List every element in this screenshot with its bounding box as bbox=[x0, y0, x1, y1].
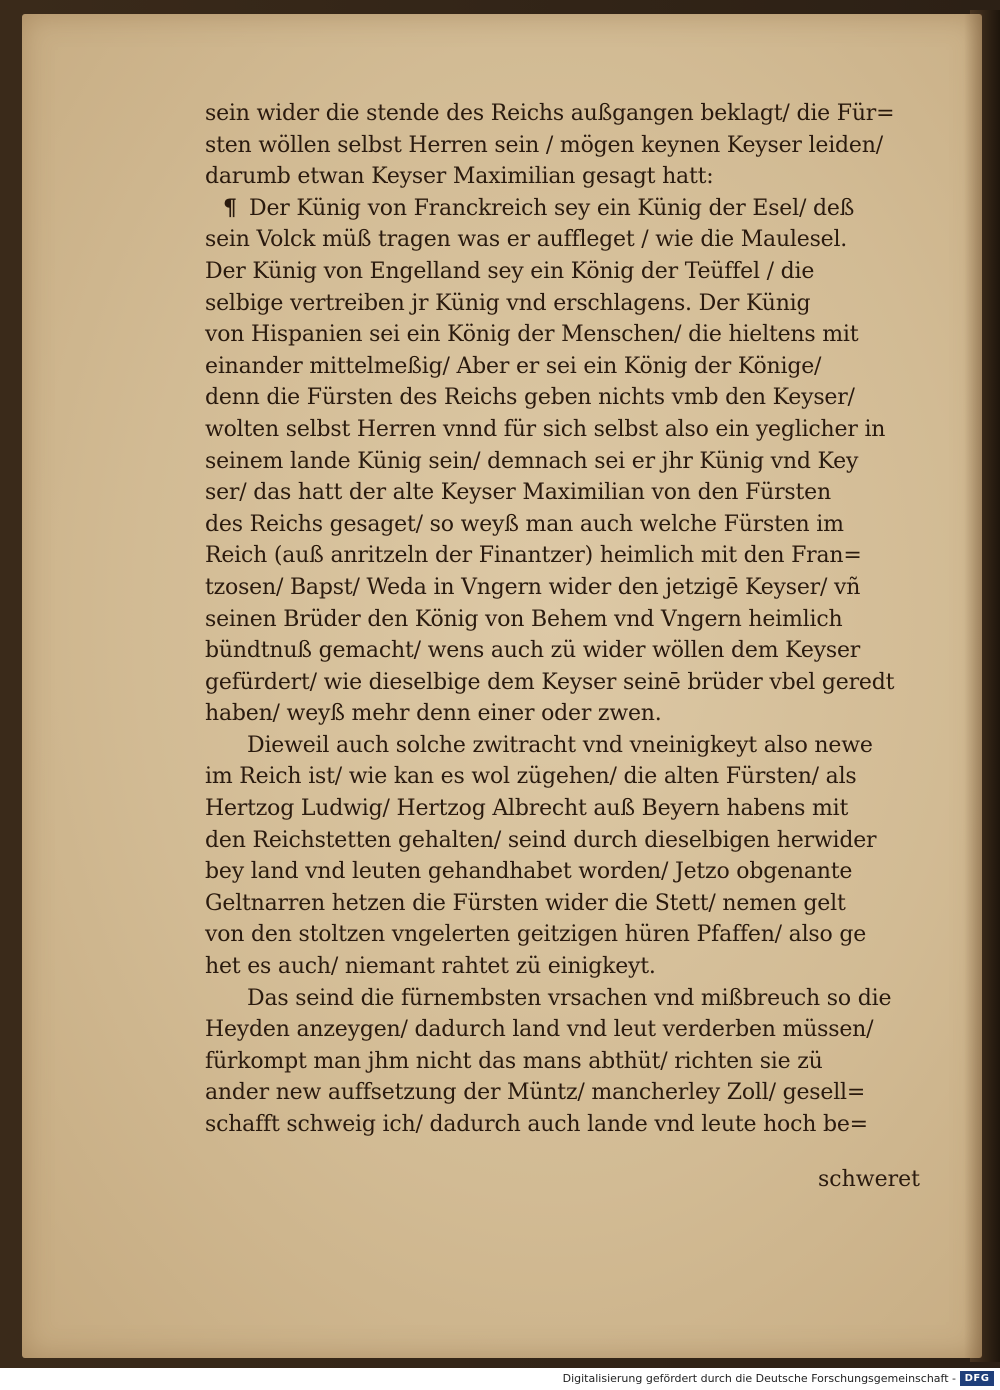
text-line-30: Heyden anzeygen/ dadurch land vnd leut verderben müssen/ bbox=[205, 1017, 874, 1043]
text-line-32: ander new auffsetzung der Müntz/ mancherley Zoll/ gesell= bbox=[205, 1080, 866, 1106]
text-line-14: des Reichs gesaget/ so weyß man auch welche Fürsten im bbox=[205, 511, 844, 537]
text-line-23: Hertzog Ludwig/ Hertzog Albrecht auß Beyern habens mit bbox=[205, 796, 849, 822]
text-line-31: fürkompt man jhm nicht das mans abthüt/ richten sie zü bbox=[205, 1048, 823, 1074]
dfg-logo: DFG bbox=[960, 1371, 994, 1386]
text-line-29: Das seind die fürnembsten vrsachen vnd mißbreuch so die bbox=[247, 985, 892, 1011]
text-line-19: gefürdert/ wie dieselbige dem Keyser seinē brüder vbel geredt bbox=[205, 669, 895, 695]
text-line-6: Der Künig von Engelland sey ein König der Teüffel / die bbox=[205, 258, 815, 284]
text-line-27: von den stoltzen vngelerten geitzigen hüren Pfaffen/ also ge bbox=[205, 922, 867, 948]
text-line-4 bbox=[205, 193, 945, 225]
footer-bar bbox=[0, 1368, 1000, 1390]
catchword: schweret bbox=[818, 1167, 921, 1192]
text-line-21: Dieweil auch solche zwitracht vnd vneinigkeyt also newe bbox=[247, 732, 873, 758]
text-line-8: von Hispanien sei ein König der Menschen/ die hieltens mit bbox=[205, 322, 859, 348]
text-line-22: im Reich ist/ wie kan es wol zügehen/ die alten Fürsten/ als bbox=[205, 764, 857, 790]
text-line-26: Geltnarren hetzen die Fürsten wider die Stett/ nemen gelt bbox=[205, 890, 846, 916]
text-line-5: sein Volck müß tragen was er auffleget / wie die Maulesel. bbox=[205, 227, 848, 253]
text-line-33: schafft schweig ich/ dadurch auch lande vnd leute hoch be= bbox=[205, 1112, 868, 1137]
text-line-12: seinem lande Künig sein/ demnach sei er jhr Künig vnd Key bbox=[205, 448, 859, 474]
text-line-16: tzosen/ Bapst/ Weda in Vngern wider den jetzigē Keyser/ vñ bbox=[205, 574, 861, 600]
text-line-2: sten wöllen selbst Herren sein / mögen keynen Keyser leiden/ bbox=[205, 132, 883, 158]
page-text-block bbox=[205, 98, 945, 1141]
text-line-1: sein wider die stende des Reichs außgangen beklagt/ die Für= bbox=[205, 101, 895, 126]
text-line-25: bey land vnd leuten gehandhabet worden/ Jetzo obgenante bbox=[205, 859, 853, 885]
page-edge bbox=[964, 14, 982, 1358]
pilcrow-mark: ¶ bbox=[223, 194, 237, 221]
text-line-24: den Reichstetten gehalten/ seind durch dieselbigen herwider bbox=[205, 827, 877, 853]
text-line-20: haben/ weyß mehr denn einer oder zwen. bbox=[205, 701, 662, 727]
text-line-7: selbige vertreiben jr Künig vnd erschlagens. Der Künig bbox=[205, 290, 811, 316]
text-line-10: denn die Fürsten des Reichs geben nichts vmb den Keyser/ bbox=[205, 385, 855, 411]
footer-credit-text: Digitalisierung gefördert durch die Deutsche Forschungsgemeinschaft - bbox=[562, 1372, 956, 1385]
text-line-11: wolten selbst Herren vnnd für sich selbst also ein yeglicher in bbox=[205, 416, 886, 442]
text-line-13: ser/ das hatt der alte Keyser Maximilian von den Fürsten bbox=[205, 480, 831, 506]
text-line-15: Reich (auß anritzeln der Finantzer) heimlich mit den Fran= bbox=[205, 543, 862, 569]
text-line-18: bündtnuß gemacht/ wens auch zü wider wöllen dem Keyser bbox=[205, 638, 861, 664]
text-line-4-content: Der Künig von Franckreich sey ein Künig der Esel/ deß bbox=[249, 195, 855, 221]
text-line-9: einander mittelmeßig/ Aber er sei ein König der Könige/ bbox=[205, 353, 822, 379]
text-line-3: darumb etwan Keyser Maximilian gesagt hatt: bbox=[205, 164, 714, 190]
text-line-17: seinen Brüder den König von Behem vnd Vngern heimlich bbox=[205, 606, 843, 632]
text-line-28: het es auch/ niemant rahtet zü einigkeyt. bbox=[205, 954, 656, 980]
